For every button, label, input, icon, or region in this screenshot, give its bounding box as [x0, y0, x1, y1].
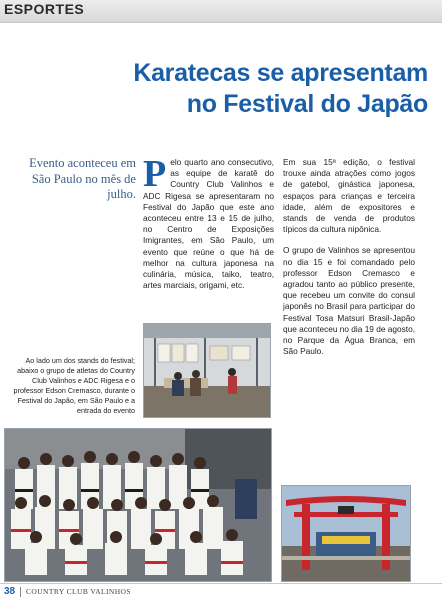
festival-stand-photo	[143, 323, 271, 418]
stand-illustration	[144, 324, 270, 417]
karate-team-photo	[4, 428, 272, 582]
article-headline	[28, 58, 428, 120]
article-paragraph: O grupo de Valinhos se apresentou no dia 15 e foi comandado pelo professor Edson Cremasco e agradou tanto ao público presente, que recebeu um convite do consul japonês no Brasil para participar do Festival Tosa Matsuri Brasil-Japão que aconteceu no dia 19 de agosto, no Parque da Água Branca, em São Paulo.	[283, 245, 415, 357]
section-header-bar	[0, 0, 442, 23]
section-label: ESPORTES	[4, 1, 85, 17]
team-illustration	[5, 429, 271, 581]
drop-cap: P	[143, 153, 167, 195]
article-column-2	[283, 157, 415, 367]
headline-line-1: Karatecas se apresentam	[133, 59, 428, 87]
headline-line-2: no Festival do Japão	[186, 90, 428, 118]
article-paragraph	[143, 153, 274, 291]
article-paragraph: Em sua 15ª edição, o festival trouxe ainda atrações como jogos de gatebol, ginástica japonesa, espaços para crianças e terceira idade, além de expositores e stands de venda de produtos típicos da cultura nipônica.	[283, 157, 415, 235]
festival-entrance-photo	[281, 485, 411, 582]
page-footer	[0, 583, 442, 601]
article-lede: Evento aconteceu em São Paulo no mês de julho.	[29, 156, 136, 201]
torii-gate-illustration	[282, 486, 410, 581]
article-column-1	[143, 153, 274, 301]
photo-caption: Ao lado um dos stands do festival; abaixo o grupo de atletas do Country Club Valinhos e ADC Rigesa e o professor Edson Cremasco, durante o Festival do Japão, em São Paulo e a entrada do evento	[13, 356, 135, 415]
footer-divider	[20, 587, 21, 597]
paragraph-text: elo quarto ano consecutivo, as equipe de karatê do Country Club Valinhos e ADC Rigesa se apresentaram no Festival do Japão que este ano aconteceu entre 13 e 15 de julho, no Centro de Exposições Imigrantes, em São Paulo, um evento que reúne o que há de melhor na cultura japonesa na culinária, música, taiko, teatro, artes marciais, origami, etc.	[143, 157, 274, 291]
page-number: 38	[4, 586, 16, 597]
magazine-name: COUNTRY CLUB VALINHOS	[26, 587, 131, 596]
